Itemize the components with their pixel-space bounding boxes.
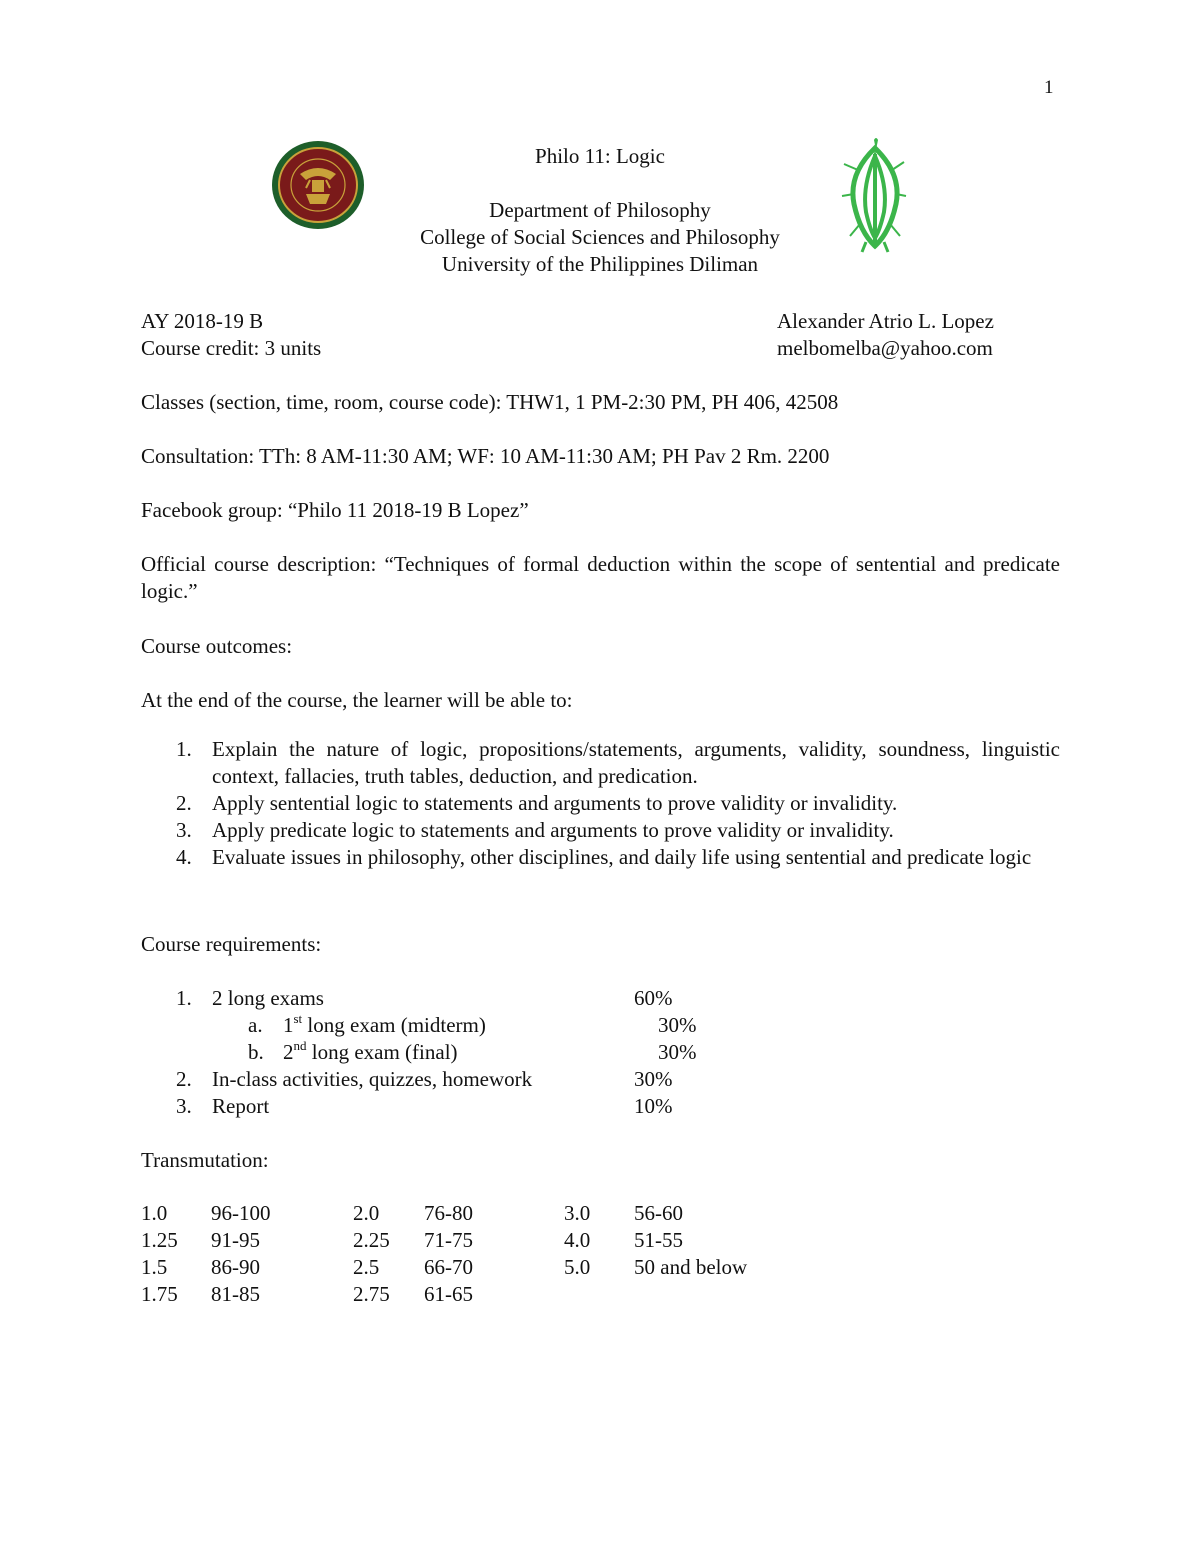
university-seal-logo	[270, 140, 366, 230]
list-number: 2.	[176, 791, 192, 815]
range-cell: 61-65	[424, 1282, 473, 1306]
list-text: Evaluate issues in philosophy, other disciplines, and daily life using sentential and predicate logic	[212, 845, 1032, 869]
grade-cell: 4.0	[564, 1228, 591, 1252]
range-cell: 50 and below	[634, 1255, 748, 1279]
req-label: 2nd long exam (final)	[283, 1038, 458, 1064]
range-cell: 71-75	[424, 1228, 473, 1252]
req-percent: 10%	[634, 1094, 673, 1118]
college-name: College of Social Sciences and Philosophy	[420, 225, 780, 249]
range-cell: 56-60	[634, 1201, 683, 1225]
grade-cell: 5.0	[564, 1255, 591, 1279]
range-cell: 86-90	[211, 1255, 260, 1279]
list-text: Explain the nature of logic, propositions/statements, arguments, validity, soundness, linguistic context, fallacies, truth tables, deduction, and predication.	[212, 737, 1060, 788]
course-title: Philo 11: Logic	[535, 144, 665, 168]
req-percent: 30%	[658, 1013, 697, 1037]
grade-cell: 3.0	[564, 1201, 591, 1225]
list-text: Apply sentential logic to statements and arguments to prove validity or invalidity.	[212, 791, 898, 815]
outcomes-heading: Course outcomes:	[141, 634, 293, 658]
outcomes-intro: At the end of the course, the learner will be able to:	[141, 688, 573, 712]
req-percent: 30%	[634, 1067, 673, 1091]
list-item	[141, 736, 1060, 790]
grade-cell: 2.0	[353, 1201, 380, 1225]
instructor-name: Alexander Atrio L. Lopez	[777, 309, 994, 333]
grade-cell: 1.75	[141, 1282, 178, 1306]
list-item	[141, 817, 1060, 844]
requirements-heading: Course requirements:	[141, 932, 322, 956]
transmutation-heading: Transmutation:	[141, 1148, 269, 1172]
req-label: 2 long exams	[212, 986, 324, 1010]
grade-cell: 1.25	[141, 1228, 178, 1252]
academic-year: AY 2018-19 B	[141, 309, 264, 333]
list-number: 1.	[176, 737, 192, 761]
page-number: 1	[1044, 77, 1054, 98]
grade-cell: 1.5	[141, 1255, 168, 1279]
list-number: 3.	[176, 818, 192, 842]
range-cell: 66-70	[424, 1255, 473, 1279]
list-item	[141, 790, 1060, 817]
instructor-email: melbomelba@yahoo.com	[777, 336, 993, 360]
department-logo	[838, 134, 908, 254]
department-name: Department of Philosophy	[489, 198, 711, 222]
facebook-group: Facebook group: “Philo 11 2018-19 B Lopez”	[141, 498, 529, 522]
consultation-info: Consultation: TTh: 8 AM-11:30 AM; WF: 10 AM-11:30 AM; PH Pav 2 Rm. 2200	[141, 444, 830, 468]
range-cell: 76-80	[424, 1201, 473, 1225]
range-cell: 51-55	[634, 1228, 683, 1252]
course-description: Official course description: “Techniques of formal deduction within the scope of sentential and predicate logic.”	[141, 552, 1060, 603]
range-cell: 81-85	[211, 1282, 260, 1306]
req-percent: 30%	[658, 1040, 697, 1064]
req-label: 1st long exam (midterm)	[283, 1011, 486, 1037]
req-number: 3.	[176, 1094, 192, 1118]
req-number: 1.	[176, 986, 192, 1010]
req-percent: 60%	[634, 986, 673, 1010]
course-credit: Course credit: 3 units	[141, 336, 322, 360]
classes-info: Classes (section, time, room, course code): THW1, 1 PM-2:30 PM, PH 406, 42508	[141, 390, 839, 414]
req-number: a.	[248, 1013, 263, 1037]
outcomes-list	[141, 736, 1060, 871]
req-label: In-class activities, quizzes, homework	[212, 1067, 533, 1091]
req-number: 2.	[176, 1067, 192, 1091]
range-cell: 91-95	[211, 1228, 260, 1252]
grade-cell: 2.75	[353, 1282, 390, 1306]
req-label: Report	[212, 1094, 270, 1118]
list-text: Apply predicate logic to statements and arguments to prove validity or invalidity.	[212, 818, 894, 842]
university-name: University of the Philippines Diliman	[441, 252, 759, 276]
list-number: 4.	[176, 845, 192, 869]
grade-cell: 1.0	[141, 1201, 168, 1225]
grade-cell: 2.25	[353, 1228, 390, 1252]
range-cell: 96-100	[211, 1201, 271, 1225]
grade-cell: 2.5	[353, 1255, 380, 1279]
list-item	[141, 844, 1060, 871]
req-number: b.	[248, 1040, 264, 1064]
